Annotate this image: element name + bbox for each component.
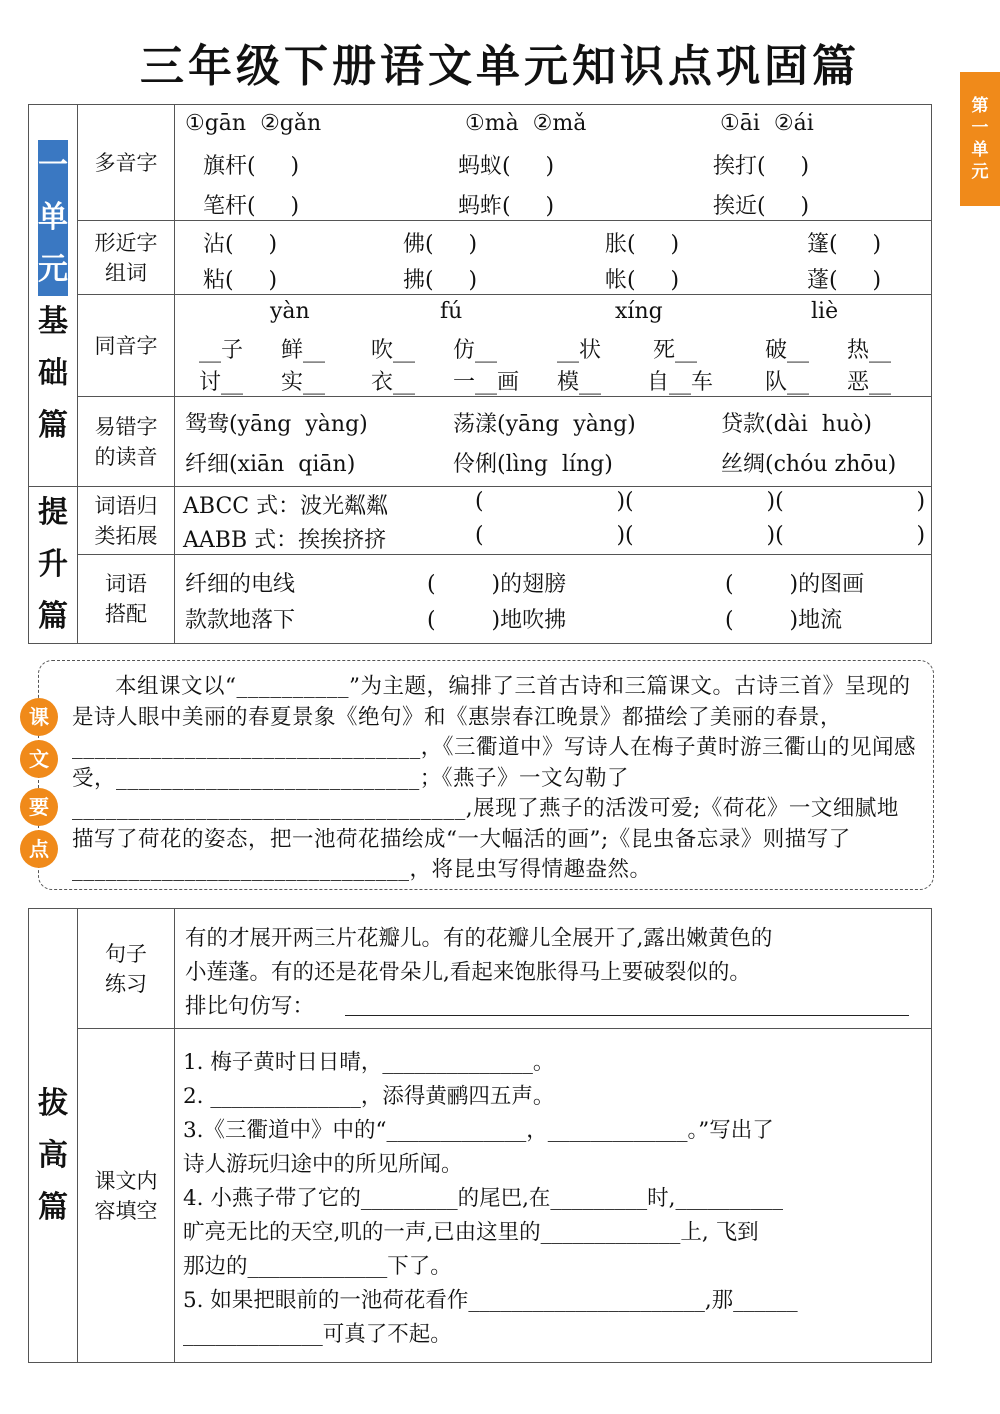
advanced-table — [28, 908, 932, 1363]
label-line: 组词 — [105, 260, 147, 285]
label-line: 容填空 — [94, 1198, 158, 1223]
word-blank[interactable]: ( )( )( ) — [475, 523, 926, 548]
word-blank[interactable]: 模__ — [557, 370, 602, 395]
section-char: 础 — [38, 355, 68, 391]
word-blank[interactable]: 笔杆( ) — [203, 194, 300, 219]
word-blank[interactable]: 讨__ — [199, 370, 244, 395]
pronunciation-choice[interactable]: 纤细(xiān qiān) — [185, 452, 356, 477]
pronunciation-choice[interactable]: 伶俐(lìng líng) — [453, 452, 613, 477]
yicuo-content — [175, 397, 932, 487]
word-blank[interactable]: 蓬( ) — [807, 268, 882, 293]
section-basics — [29, 105, 78, 487]
section-char: 篇 — [38, 1189, 68, 1225]
word-blank[interactable]: 挨打( ) — [713, 154, 810, 179]
fill-line: 诗人游玩归途中的所见所闻。 — [183, 1152, 463, 1177]
word-blank[interactable]: __状 — [557, 338, 602, 363]
fill-line[interactable]: 2. ______________，添得黄鹂四五声。 — [183, 1084, 555, 1109]
pinyin-hint: xíng — [615, 299, 663, 324]
word-blank[interactable]: 热__ — [847, 338, 892, 363]
word-blank[interactable]: ( )( )( ) — [475, 489, 926, 514]
label-line: 课文内 — [94, 1168, 158, 1193]
word-example: AABB 式：挨挨挤挤 — [183, 528, 387, 553]
word-blank[interactable]: 仿__ — [453, 338, 498, 363]
label-xingjin — [78, 221, 175, 295]
side-tab-char: 第 — [971, 96, 989, 116]
basics-table — [28, 104, 932, 644]
section-advanced — [29, 909, 78, 1363]
pinyin-hint: ①āi ②ái — [720, 111, 814, 136]
pronunciation-choice[interactable]: 鸳鸯(yāng yàng) — [185, 412, 368, 437]
side-tab-char: 一 — [971, 118, 989, 138]
sentence-line: 有的才展开两三片花瓣儿。有的花瓣儿全展开了,露出嫩黄色的 — [185, 926, 773, 951]
word-blank[interactable]: 蚂蚁( ) — [458, 154, 555, 179]
section-char: 高 — [38, 1137, 68, 1173]
section-char: 元 — [38, 244, 68, 296]
pinyin-hint: ①gān ②gǎn — [185, 111, 322, 136]
label-dapei — [78, 555, 175, 644]
pronunciation-choice[interactable]: 丝绸(chóu zhōu) — [721, 452, 897, 477]
word-blank[interactable]: 蚂蚱( ) — [458, 194, 555, 219]
label-line: 的读音 — [94, 444, 158, 469]
section-char: 篇 — [38, 407, 68, 443]
label-line: 类拓展 — [94, 523, 158, 548]
label-line: 句子 — [105, 941, 147, 966]
word-blank[interactable]: 旗杆( ) — [203, 154, 300, 179]
tongyin-content — [175, 295, 932, 397]
word-blank[interactable]: 粘( ) — [203, 268, 278, 293]
label-line: 搭配 — [105, 602, 147, 627]
fill-line[interactable]: 4. 小燕子带了它的_________的尾巴,在_________时,__________ — [183, 1186, 784, 1211]
pinyin-hint: liè — [811, 299, 839, 324]
section-char: 基 — [38, 303, 68, 339]
word-blank[interactable]: 沾( ) — [203, 232, 278, 257]
ciyu-content — [175, 487, 932, 555]
key-point-badge: 要 — [20, 788, 58, 826]
section-char: 升 — [38, 547, 68, 582]
section-char: 篇 — [38, 599, 68, 634]
label-yicuo — [78, 397, 175, 487]
word-blank[interactable]: 鲜__ — [281, 338, 326, 363]
word-blank[interactable]: 自__车 — [647, 370, 714, 395]
pinyin-hint: yàn — [270, 299, 310, 324]
word-blank[interactable]: ( )的图画 — [725, 572, 865, 598]
label-line: 易错字 — [94, 414, 158, 439]
kewen-content — [175, 1029, 932, 1363]
label-duoyin: 多音字 — [78, 105, 175, 221]
key-point-badge: 课 — [20, 698, 58, 736]
word-blank[interactable]: 一__画 — [453, 370, 520, 395]
pronunciation-choice[interactable]: 贷款(dài huò) — [721, 412, 872, 437]
xingjin-content — [175, 221, 932, 295]
pinyin-hint: fú — [440, 299, 463, 324]
section-improve — [29, 487, 78, 644]
section-char: 提 — [38, 495, 68, 530]
duoyin-content — [175, 105, 932, 221]
answer-line[interactable] — [345, 1015, 909, 1016]
label-juzi — [78, 909, 175, 1029]
key-points-text[interactable] — [72, 672, 918, 886]
word-blank[interactable]: ( )的翅膀 — [427, 572, 567, 598]
sentence-line: 小莲蓬。有的还是花骨朵儿,看起来饱胀得马上要破裂似的。 — [185, 960, 751, 985]
side-tab-char: 单 — [971, 140, 989, 160]
word-blank[interactable]: 拂( ) — [403, 268, 478, 293]
word-blank[interactable]: ( )地流 — [725, 608, 843, 634]
label-line: 词语归 — [94, 493, 158, 518]
key-points-paragraph[interactable]: 本组课文以“__________”为主题，编排了三首古诗和三篇课文。古诗三首》呈现的是诗人眼中美丽的春夏景象《绝句》和《惠崇春江晚景》都描绘了美丽的春景，_______________________________，《三衢道中》写诗人在梅子黄时游三衢山的见闻感受，___________________________；《燕子》一文勾勒了___________________________________,展现了燕子的活泼可爱;《荷花》一文细腻地描写了荷花的姿态，把一池荷花描绘成“一大幅活的画”;《昆虫备忘录》则描写了______________________________，将昆虫写得情趣盎然。 — [72, 674, 917, 882]
word-blank[interactable]: 实__ — [281, 370, 326, 395]
word-blank[interactable]: __子 — [199, 338, 244, 363]
word-blank[interactable]: 帐( ) — [605, 268, 680, 293]
fill-line[interactable]: 旷亮无比的天空,叽的一声,已由这里的_____________上, 飞到 — [183, 1220, 759, 1245]
label-ciyu — [78, 487, 175, 555]
word-example: 纤细的电线 — [185, 572, 296, 598]
word-blank[interactable]: 吹__ — [371, 338, 416, 363]
word-example: 款款地落下 — [185, 608, 296, 634]
fill-line[interactable]: 3.《三衢道中》中的“_____________，_____________。”写出了 — [183, 1118, 774, 1143]
sentence-line: 排比句仿写： — [185, 994, 315, 1019]
section-char: 拔 — [38, 1085, 68, 1121]
dapei-content — [175, 555, 932, 644]
word-blank[interactable]: 挨近( ) — [713, 194, 810, 219]
pinyin-hint: ①mà ②mǎ — [465, 111, 587, 136]
word-blank[interactable]: 破__ — [765, 338, 810, 363]
word-blank[interactable]: 衣__ — [371, 370, 416, 395]
label-line: 词语 — [105, 572, 147, 597]
word-blank[interactable]: 佛( ) — [403, 232, 478, 257]
page-title: 三年级下册语文单元知识点巩固篇 — [140, 41, 860, 92]
side-tab-char: 元 — [971, 162, 989, 182]
label-line: 练习 — [105, 971, 147, 996]
label-kewen — [78, 1029, 175, 1363]
word-blank[interactable]: 恶__ — [847, 370, 892, 395]
pronunciation-choice[interactable]: 荡漾(yāng yàng) — [453, 412, 636, 437]
key-point-badge: 文 — [20, 740, 58, 778]
word-blank[interactable]: ( )地吹拂 — [427, 608, 567, 634]
word-example: ABCC 式：波光粼粼 — [183, 494, 389, 519]
fill-line[interactable]: _____________可真了不起。 — [183, 1322, 452, 1347]
word-blank[interactable]: 队__ — [765, 370, 810, 395]
label-line: 形近字 — [94, 230, 158, 255]
unit-side-tab — [960, 72, 1000, 206]
word-blank[interactable]: 死__ — [653, 338, 698, 363]
word-blank[interactable]: 篷( ) — [807, 232, 882, 257]
juzi-content — [175, 909, 932, 1029]
section-char: 单 — [38, 192, 68, 244]
section-char: 一 — [38, 140, 68, 192]
fill-line[interactable]: 5. 如果把眼前的一池荷花看作______________________,那______ — [183, 1288, 798, 1313]
word-blank[interactable]: 胀( ) — [605, 232, 680, 257]
fill-line[interactable]: 1. 梅子黄时日日晴，______________。 — [183, 1050, 555, 1075]
label-tongyin: 同音字 — [78, 295, 175, 397]
key-point-badge: 点 — [20, 830, 58, 868]
fill-line[interactable]: 那边的_____________下了。 — [183, 1254, 452, 1279]
